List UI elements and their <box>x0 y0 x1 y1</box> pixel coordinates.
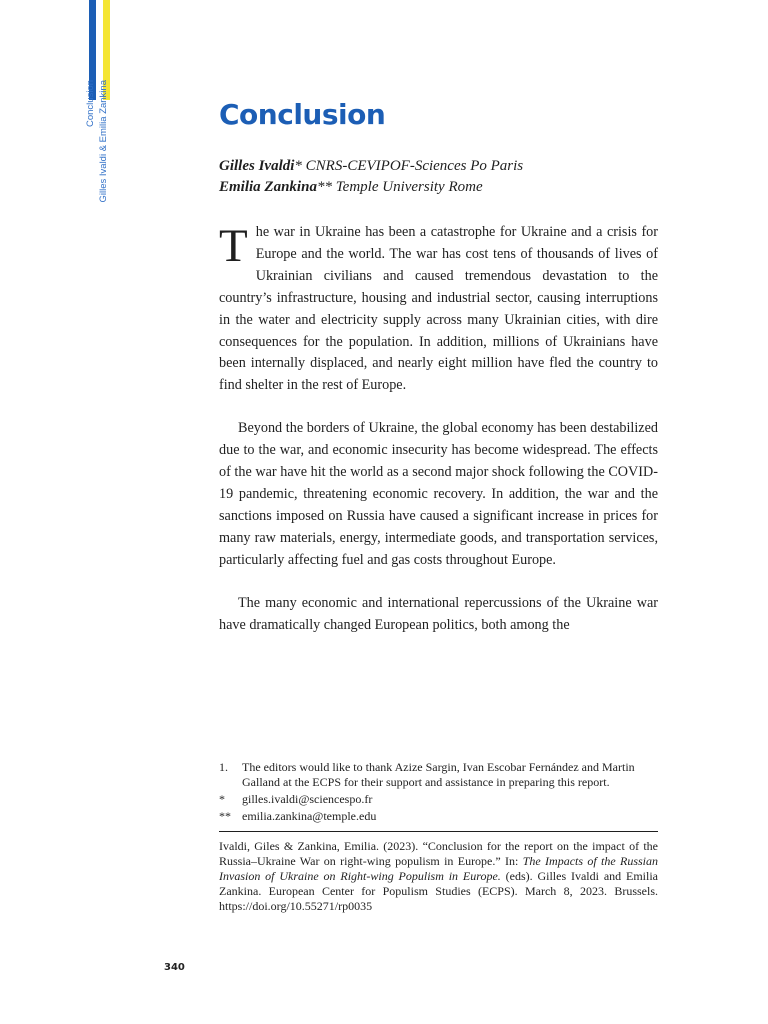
footnote <box>219 792 658 807</box>
footnotes <box>219 760 658 826</box>
author-line <box>219 156 523 177</box>
footnote <box>219 760 658 790</box>
footnote-mark: * <box>219 792 225 806</box>
author-block <box>219 156 523 198</box>
drop-cap: T <box>219 220 248 272</box>
running-header <box>84 80 116 230</box>
page-number: 340 <box>164 962 185 973</box>
footnote-email[interactable]: gilles.ivaldi@sciencespo.fr <box>242 792 373 806</box>
author-affiliation: Temple University Rome <box>335 179 483 195</box>
citation-book-title: The Impacts of the Russian Invasion of Ukraine on Right-wing Populism in Europe. <box>219 854 658 883</box>
paragraph: Beyond the borders of Ukraine, the global economy has been destabilized due to the war, and economic insecurity has become widespread. The effects of the war have hit the world as a second major shock following the COVID-19 pandemic, threatening economic recovery. In addition, the war and the sanctions imposed on Russia have caused a significant increase in prices for many raw materials, energy, intermediate goods, and transportation services, particularly affecting fuel and gas costs throughout Europe. <box>219 420 658 568</box>
author-mark: ** <box>316 179 332 195</box>
body-text <box>219 222 658 657</box>
paragraph-text: he war in Ukraine has been a catastrophe for Ukraine and a crisis for Europe and the world. The war has cost tens of thousands of lives of Ukrainian civilians and caused tremendous devastation to the country’s infrastructure, housing and industrial sector, causing interruptions in the water and electricity supply across many Ukrainian cities, with dire consequences for the population. In addition, millions of Ukrainians have been internally displaced, and nearly eight million have fled the country to find shelter in the rest of Europe. <box>219 224 658 394</box>
author-affiliation: CNRS-CEVIPOF-Sciences Po Paris <box>305 158 524 174</box>
footnote-mark: ** <box>219 809 231 823</box>
author-mark: * <box>294 158 302 174</box>
citation <box>219 839 658 914</box>
running-header-section: Conclusion <box>85 80 96 127</box>
footnote-text: The editors would like to thank Azize Sargin, Ivan Escobar Fernández and Martin Galland at the ECPS for their support and assistance in preparing this report. <box>242 760 635 789</box>
author-name: Gilles Ivaldi <box>219 158 295 174</box>
citation-text: Ivaldi, Giles & Zankina, Emilia. (2023). “Conclusion for the report on the impact of the Russia–Ukraine War on right-wing populism in Europe.” In: <box>219 839 658 868</box>
footnote <box>219 809 658 824</box>
citation-divider <box>219 831 658 832</box>
running-header-authors: Gilles Ivaldi & Emilia Zankina <box>98 80 109 203</box>
author-line <box>219 177 523 198</box>
citation-text: (eds). Gilles Ivaldi and Emilia Zankina. European Center for Populism Studies (ECPS). March 8, 2023. Brussels. https://doi.org/10.55271/rp0035 <box>219 869 658 913</box>
paragraph: The many economic and international repercussions of the Ukraine war have dramatically changed European politics, both among the <box>219 594 658 633</box>
author-name: Emilia Zankina <box>219 179 317 195</box>
page-title: Conclusion <box>219 98 386 131</box>
footnote-mark: 1. <box>219 760 228 774</box>
footnote-email[interactable]: emilia.zankina@temple.edu <box>242 809 377 823</box>
paragraph <box>219 222 658 397</box>
